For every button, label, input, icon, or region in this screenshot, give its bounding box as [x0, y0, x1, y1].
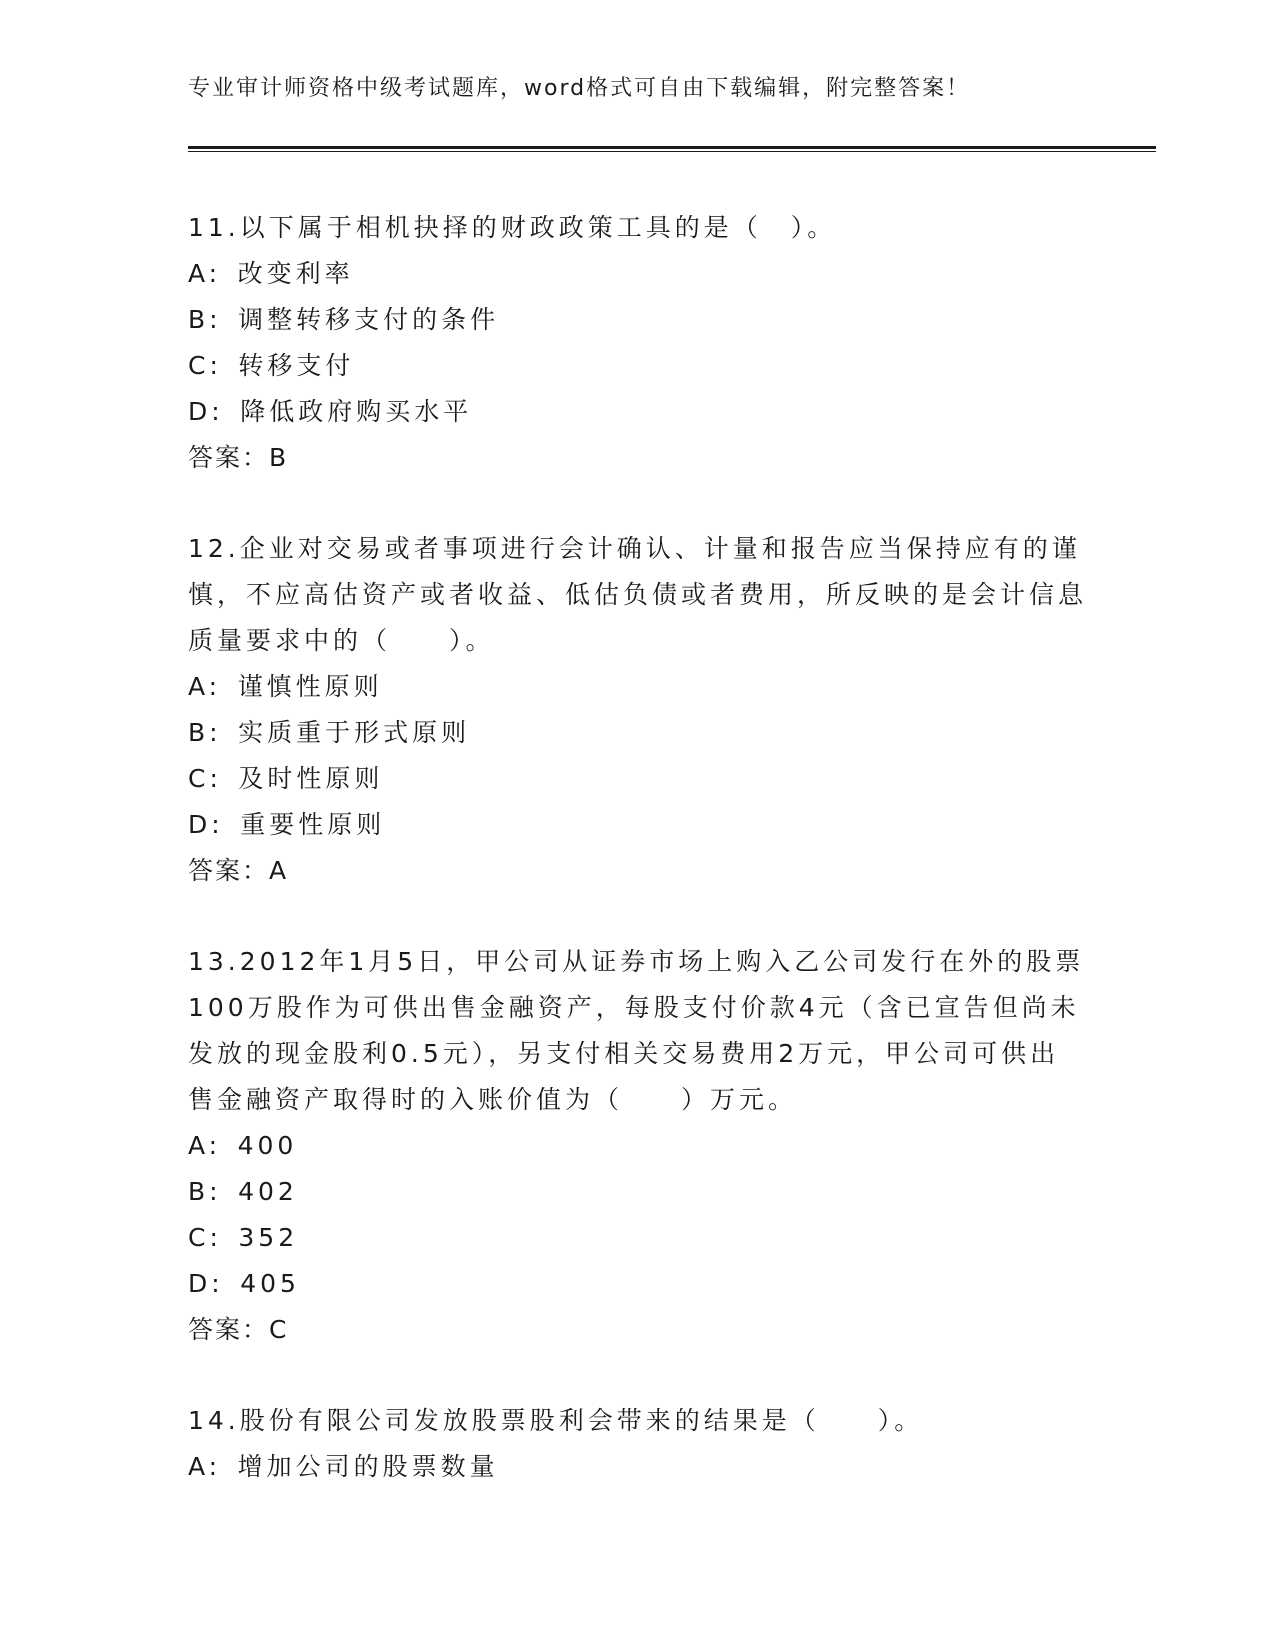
question-block [188, 939, 1088, 1353]
answer-key: 答案：B [188, 443, 289, 472]
answer-option [188, 802, 1088, 848]
option-label: C: [188, 764, 222, 793]
option-text: 352 [238, 1223, 299, 1252]
option-text: 400 [237, 1131, 298, 1160]
option-label: B: [188, 718, 222, 747]
answer-option [188, 343, 1088, 389]
answer-option [188, 389, 1088, 435]
answer-option [188, 756, 1088, 802]
option-label: C: [188, 351, 222, 380]
question-stem: 14.股份有限公司发放股票股利会带来的结果是（ ）。 [188, 1406, 924, 1435]
option-label: B: [188, 305, 222, 334]
question-block [188, 1398, 1088, 1490]
question-list [188, 205, 1088, 1535]
page-header-text: 专业审计师资格中级考试题库，word格式可自由下载编辑，附完整答案！ [188, 76, 971, 101]
answer-option [188, 1123, 1088, 1169]
header-rule-thin [188, 151, 1156, 152]
answer-option [188, 251, 1088, 297]
option-label: D: [188, 397, 224, 426]
option-text: 405 [240, 1269, 300, 1298]
answer-option [188, 710, 1088, 756]
answer-key: 答案：A [188, 856, 289, 885]
option-text: 调整转移支付的条件 [238, 305, 500, 334]
header-rule-thick [188, 146, 1156, 149]
option-text: 及时性原则 [238, 764, 384, 793]
question-block [188, 205, 1088, 481]
answer-option [188, 664, 1088, 710]
option-text: 谨慎性原则 [237, 672, 383, 701]
option-label: B: [188, 1177, 222, 1206]
question-stem: 13.2012年1月5日，甲公司从证券市场上购入乙公司发行在外的股票100万股作为可供出售金融资产，每股支付价款4元（含已宣告但尚未发放的现金股利0.5元），另支付相关交易费用2万元，甲公司可供出售金融资产取得时的入账价值为（ ）万元。 [188, 947, 1085, 1114]
option-text: 实质重于形式原则 [238, 718, 471, 747]
answer-option [188, 1215, 1088, 1261]
option-text: 改变利率 [237, 259, 354, 288]
option-label: D: [188, 810, 224, 839]
option-text: 402 [238, 1177, 298, 1206]
option-label: D: [188, 1269, 224, 1298]
option-label: A: [188, 1131, 222, 1160]
answer-option [188, 1444, 1088, 1490]
option-label: A: [188, 672, 222, 701]
question-stem: 11.以下属于相机抉择的财政政策工具的是（ ）。 [188, 213, 837, 242]
question-block [188, 526, 1088, 894]
answer-key: 答案：C [188, 1315, 289, 1344]
option-label: A: [188, 259, 222, 288]
answer-option [188, 1261, 1088, 1307]
option-label: A: [188, 1452, 222, 1481]
option-text: 增加公司的股票数量 [237, 1452, 499, 1481]
answer-option [188, 297, 1088, 343]
option-label: C: [188, 1223, 222, 1252]
question-stem: 12.企业对交易或者事项进行会计确认、计量和报告应当保持应有的谨慎，不应高估资产或者收益、低估负债或者费用，所反映的是会计信息质量要求中的（ ）。 [188, 534, 1088, 655]
option-text: 转移支付 [238, 351, 355, 380]
answer-option [188, 1169, 1088, 1215]
option-text: 降低政府购买水平 [240, 397, 473, 426]
option-text: 重要性原则 [240, 810, 386, 839]
